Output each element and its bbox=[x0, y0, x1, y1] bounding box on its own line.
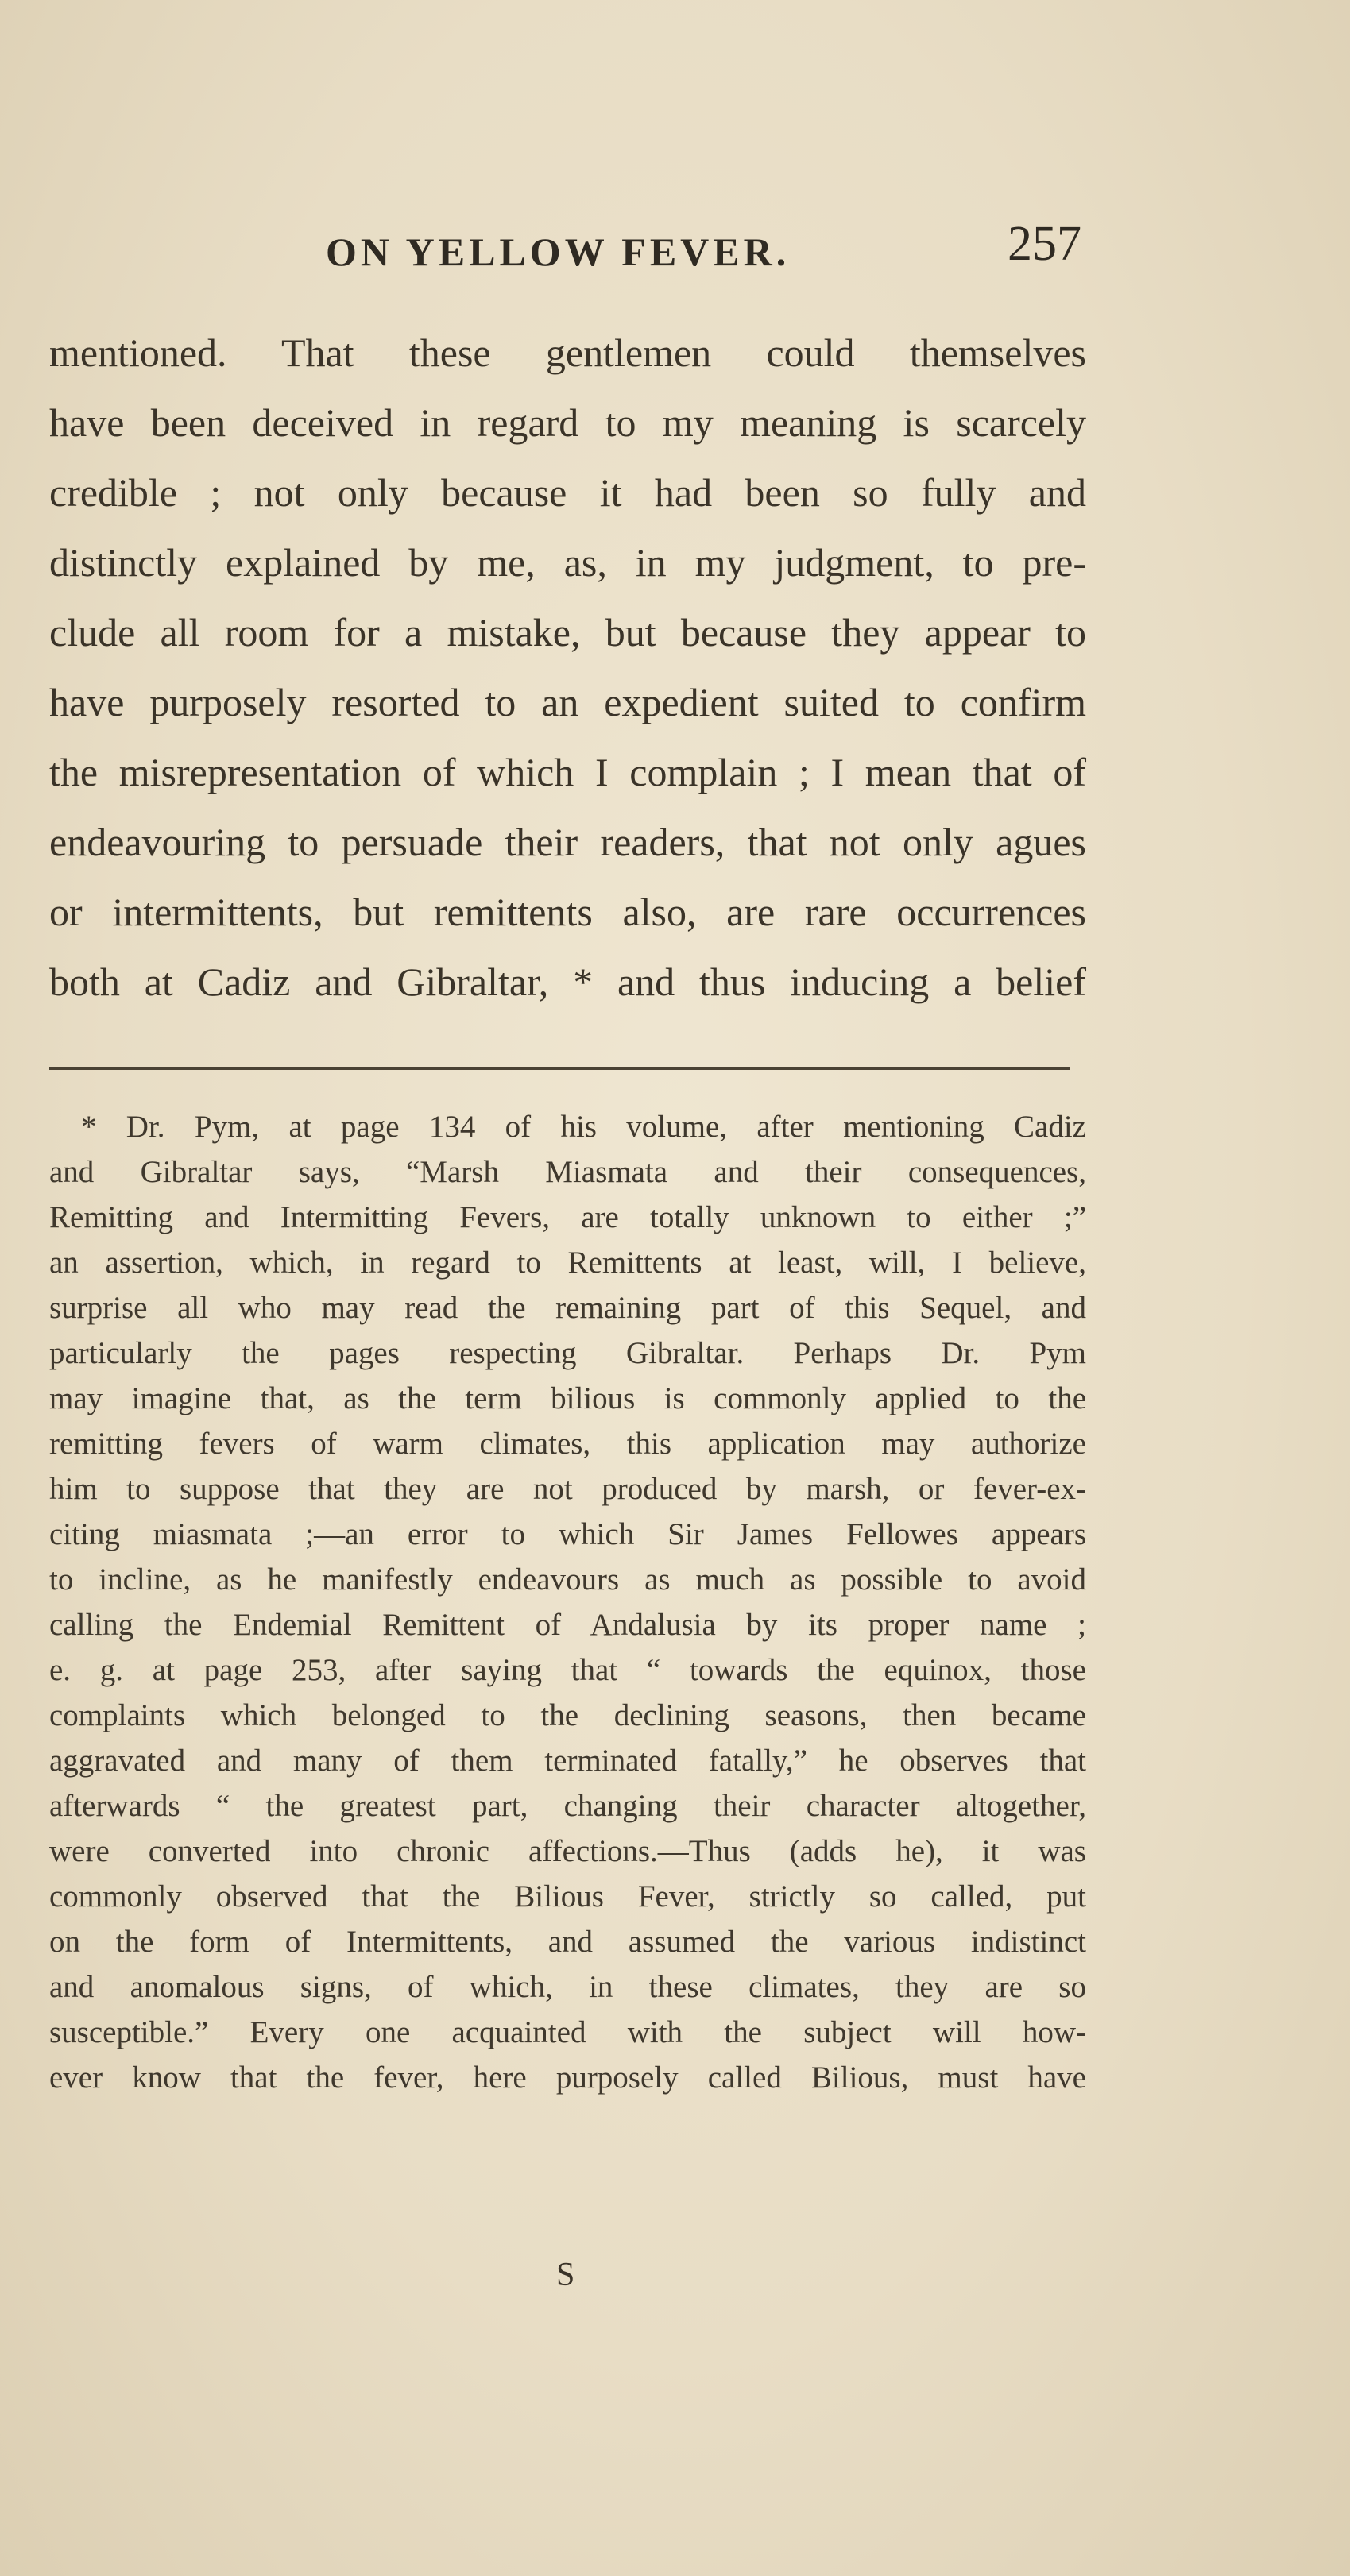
footnote-line: surprise all who may read the remaining part of this Sequel, and bbox=[49, 1291, 1086, 1325]
body-line: both at Cadiz and Gibraltar, * and thus inducing a belief bbox=[49, 960, 1086, 1004]
running-title: ON YELLOW FEVER. bbox=[326, 230, 791, 274]
body-text bbox=[49, 318, 1086, 1017]
footnote-line: afterwards “ the greatest part, changing their character altogether, bbox=[49, 1789, 1086, 1823]
footnote-line: citing miasmata ;—an error to which Sir James Fellowes appears bbox=[49, 1517, 1086, 1551]
body-line: have been deceived in regard to my meaning is scarcely bbox=[49, 400, 1086, 445]
page-number: 257 bbox=[1008, 217, 1081, 271]
footnote bbox=[49, 1104, 1086, 2100]
signature-mark: S bbox=[556, 2257, 575, 2293]
footnote-line: particularly the pages respecting Gibraltar. Perhaps Dr. Pym bbox=[49, 1336, 1086, 1370]
body-line: distinctly explained by me, as, in my judgment, to pre- bbox=[49, 540, 1086, 585]
body-line: mentioned. That these gentlemen could themselves bbox=[49, 330, 1086, 375]
footnote-line: * Dr. Pym, at page 134 of his volume, after mentioning Cadiz bbox=[81, 1110, 1086, 1144]
body-line: the misrepresentation of which I complain ; I mean that of bbox=[49, 750, 1086, 794]
footnote-line: were converted into chronic affections.—Thus (adds he), it was bbox=[49, 1834, 1086, 1868]
footnote-line: susceptible.” Every one acquainted with the subject will how- bbox=[49, 2015, 1086, 2049]
footnote-divider bbox=[49, 1067, 1070, 1070]
footnote-line: and Gibraltar says, “Marsh Miasmata and their consequences, bbox=[49, 1155, 1086, 1189]
footnote-line: to incline, as he manifestly endeavours as much as possible to avoid bbox=[49, 1562, 1086, 1597]
body-line: clude all room for a mistake, but because they appear to bbox=[49, 610, 1086, 655]
footnote-line: remitting fevers of warm climates, this application may authorize bbox=[49, 1427, 1086, 1461]
footnote-line: ever know that the fever, here purposely called Bilious, must have bbox=[49, 2060, 1086, 2095]
footnote-line: calling the Endemial Remittent of Andalusia by its proper name ; bbox=[49, 1608, 1086, 1642]
body-line: credible ; not only because it had been so fully and bbox=[49, 470, 1086, 515]
footnote-line: aggravated and many of them terminated fatally,” he observes that bbox=[49, 1744, 1086, 1778]
footnote-line: and anomalous signs, of which, in these climates, they are so bbox=[49, 1970, 1086, 2004]
page-header bbox=[0, 214, 1350, 278]
footnote-line: commonly observed that the Bilious Fever, strictly so called, put bbox=[49, 1879, 1086, 1914]
footnote-line: complaints which belonged to the declining seasons, then became bbox=[49, 1698, 1086, 1732]
body-line: have purposely resorted to an expedient suited to confirm bbox=[49, 680, 1086, 724]
footnote-line: an assertion, which, in regard to Remittents at least, will, I believe, bbox=[49, 1246, 1086, 1280]
body-line: or intermittents, but remittents also, are rare occurrences bbox=[49, 890, 1086, 934]
footnote-line: Remitting and Intermitting Fevers, are totally unknown to either ;” bbox=[49, 1200, 1086, 1234]
body-line: endeavouring to persuade their readers, that not only agues bbox=[49, 820, 1086, 864]
footnote-line: on the form of Intermittents, and assumed the various indistinct bbox=[49, 1925, 1086, 1959]
footnote-line: may imagine that, as the term bilious is commonly applied to the bbox=[49, 1381, 1086, 1415]
footnote-line: e. g. at page 253, after saying that “ towards the equinox, those bbox=[49, 1653, 1086, 1687]
footnote-line: him to suppose that they are not produced by marsh, or fever-ex- bbox=[49, 1472, 1086, 1506]
